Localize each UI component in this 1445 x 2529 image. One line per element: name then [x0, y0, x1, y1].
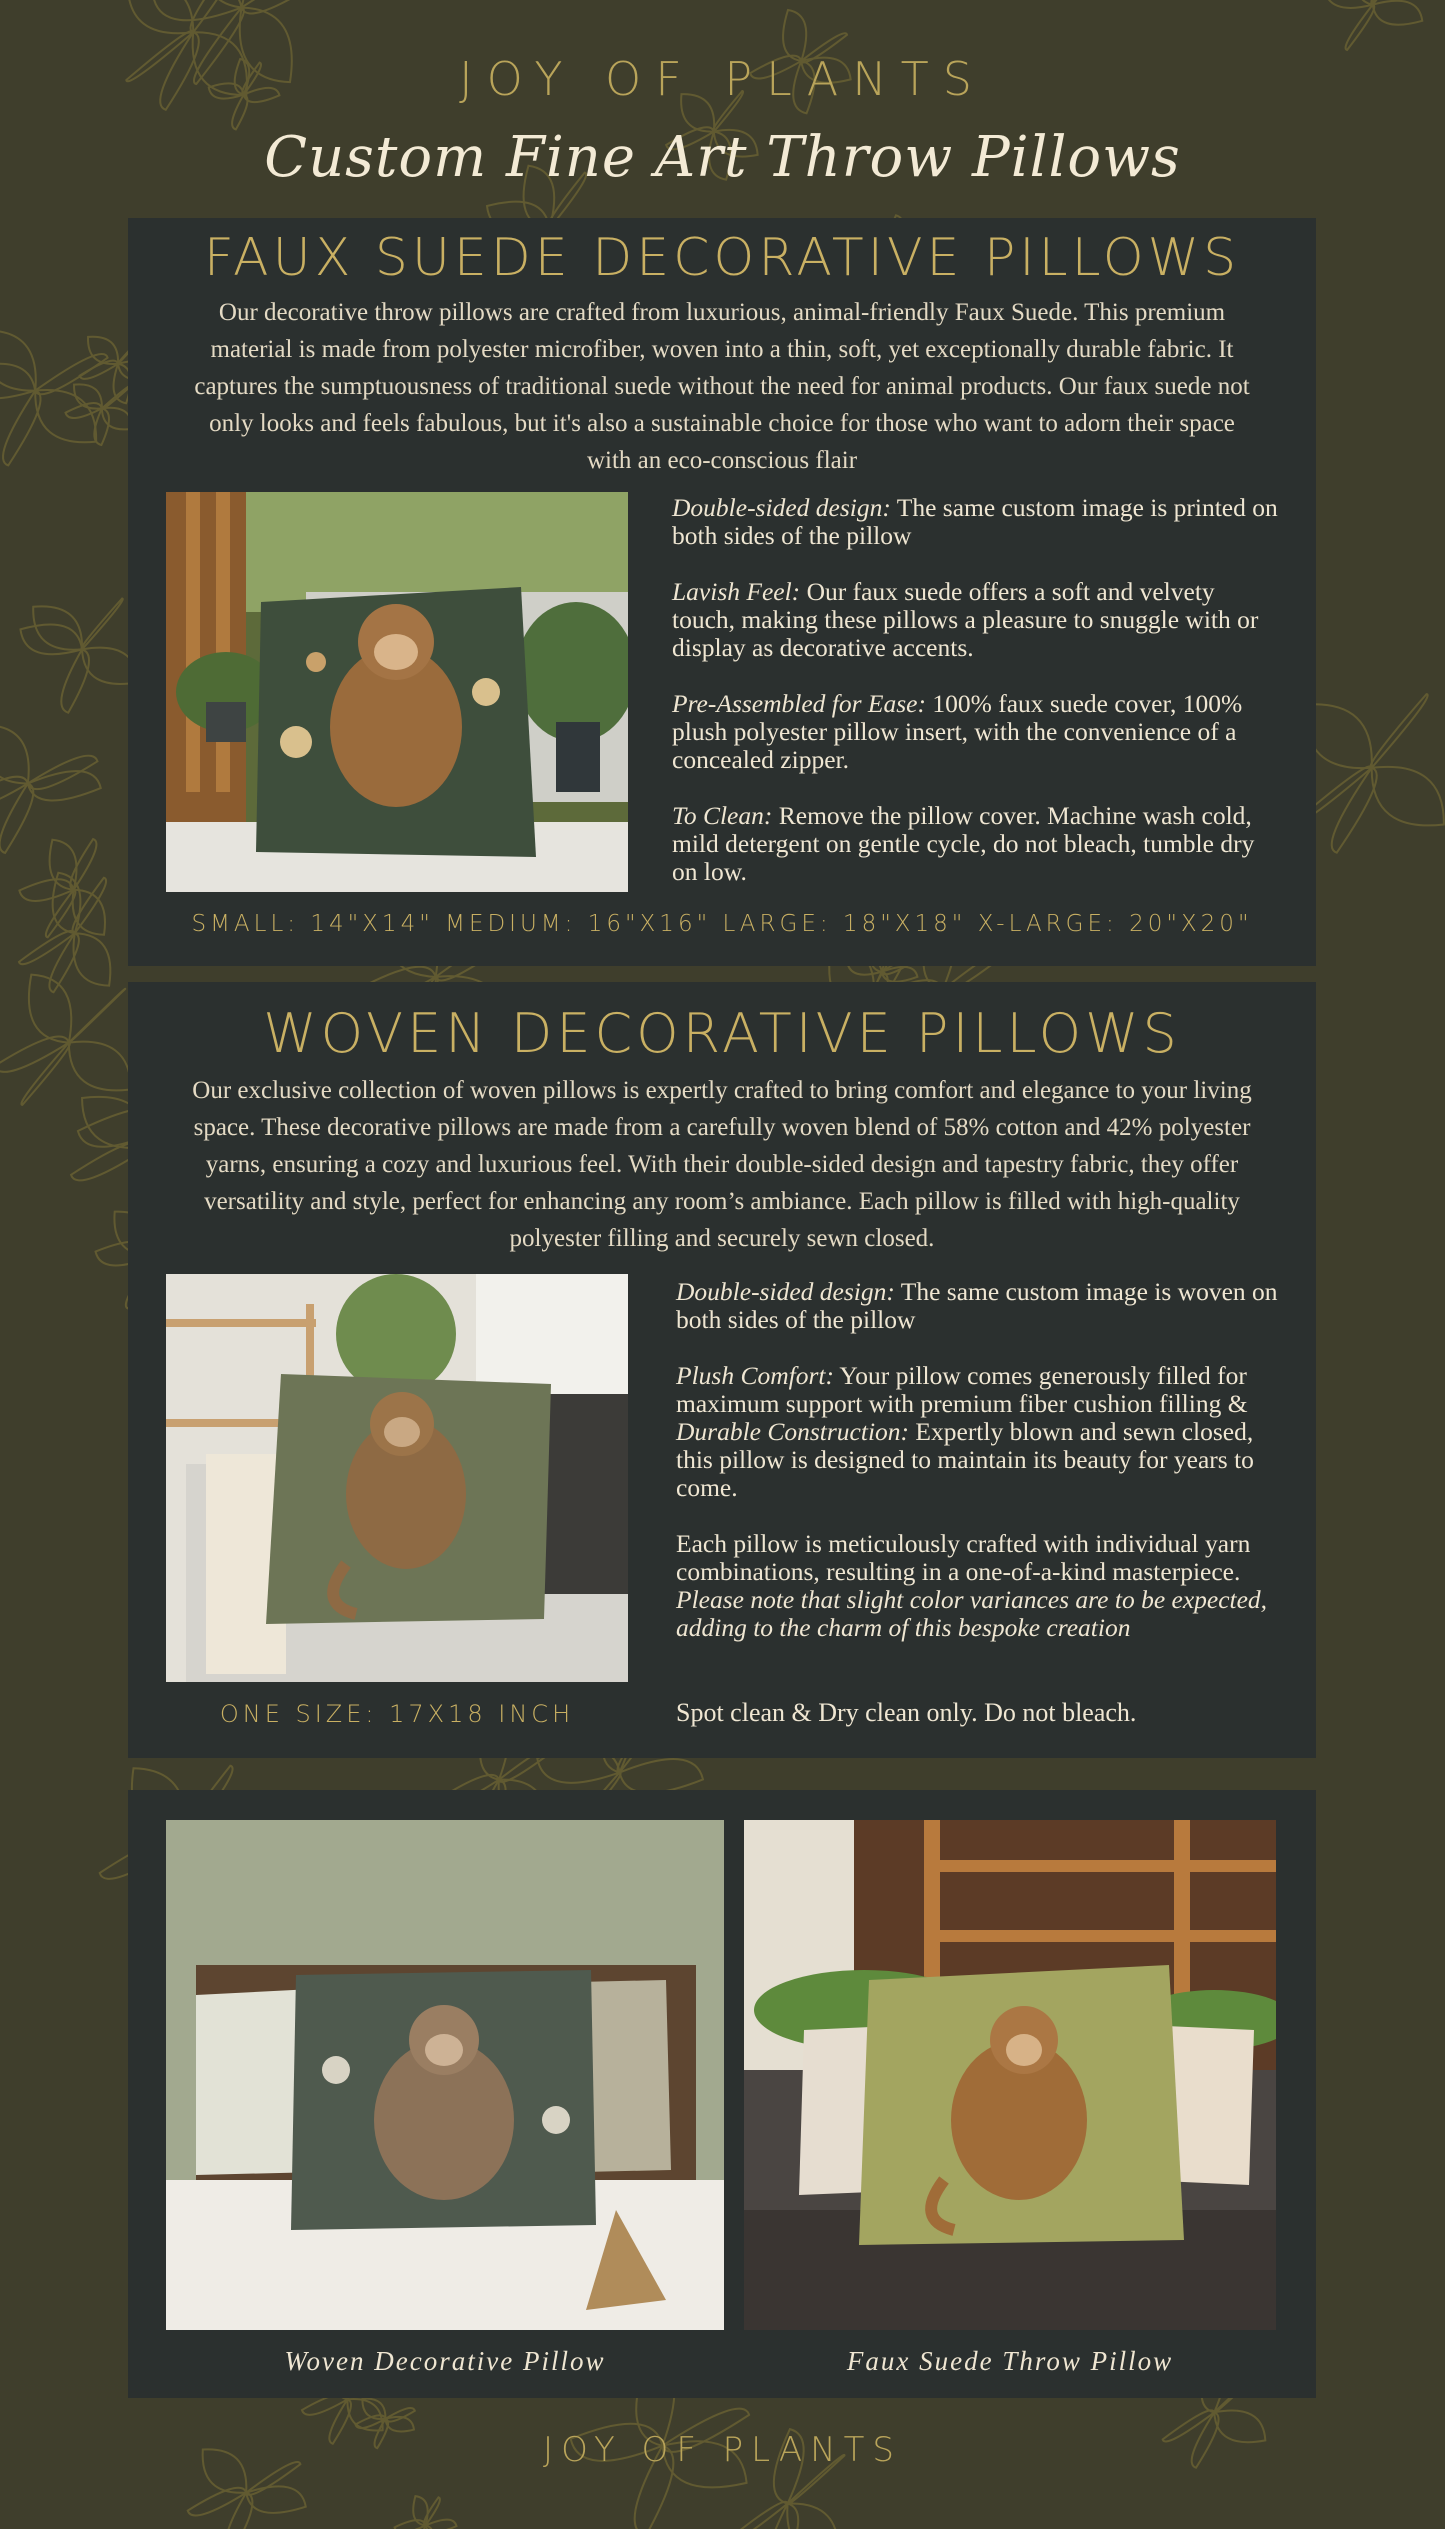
woven-panel: [128, 982, 1316, 1758]
floral-petal: [19, 879, 73, 901]
faux-suede-panel: [128, 218, 1316, 966]
faux-suede-title: FAUX SUEDE DECORATIVE PILLOWS: [203, 228, 1241, 288]
caption-woven: Woven Decorative Pillow: [284, 2346, 606, 2376]
floral-petal: [35, 390, 96, 442]
bedroom-pillow-image: [166, 1820, 724, 2330]
gallery-photo-woven: [166, 1820, 724, 2330]
floral-petal: [0, 725, 29, 783]
brand-footer: JOY OF PLANTS: [543, 2430, 902, 2470]
feature-lavish-feel: Lavish Feel: Our faux suede offers a soft and velvety touch, making these pillows a pleasure to snuggle with or display as decorative accents.: [672, 577, 1259, 662]
floral-petal: [61, 649, 89, 712]
caption-faux-suede: Faux Suede Throw Pillow: [846, 2346, 1174, 2376]
faux-suede-features: [672, 494, 1282, 914]
floral-petal: [69, 1042, 131, 1091]
floral-petal: [246, 2486, 306, 2513]
woven-title: WOVEN DECORATIVE PILLOWS: [263, 1002, 1181, 1065]
feature-double-sided: Double-sided design: The same custom image is printed on both sides of the pillow: [672, 493, 1278, 550]
gallery-panel: [128, 1790, 1316, 2398]
floral-petal: [128, 0, 194, 33]
brand-title: JOY OF PLANTS: [459, 52, 986, 106]
floral-petal: [1372, 767, 1444, 826]
woven-feature-double-sided: Double-sided design: The same custom image is woven on both sides of the pillow: [676, 1277, 1278, 1334]
floral-petal: [81, 598, 122, 649]
floral-petal: [0, 364, 35, 399]
woven-feature-crafted: Each pillow is meticulously crafted with individual yarn combinations, resulting in a one-of-a-kind masterpiece. Please note that slight color variances are to be expected, adding to the charm of this bespoke creation: [676, 1529, 1268, 1642]
floral-petal: [242, 0, 326, 13]
feature-pre-assembled: Pre-Assembled for Ease: 100% faux suede cover, 100% plush polyester pillow insert, with the convenience of a concealed zipper.: [672, 689, 1243, 774]
floral-petal: [1346, 5, 1375, 50]
floral-petal: [21, 1043, 69, 1105]
gallery-photo-faux-suede: [744, 1820, 1276, 2330]
faux-suede-photo: [166, 492, 628, 892]
tagline: Custom Fine Art Throw Pillows: [264, 125, 1181, 190]
floral-petal: [0, 330, 36, 390]
floral-petal: [0, 783, 33, 852]
woven-photo: [166, 1274, 628, 1682]
woven-features: [676, 1278, 1286, 1642]
monkey-pillow-image: [166, 492, 628, 892]
monkey-woven-pillow-image: [166, 1274, 628, 1682]
floral-petal: [69, 989, 126, 1043]
floral-petal: [1371, 694, 1428, 768]
floral-petal: [33, 606, 82, 649]
woven-intro: Our exclusive collection of woven pillows is expertly crafted to bring comfort and elegance to your living space. These decorative pillows are made from a carefully woven blend of 58% cotton and 42% polyester yarns, ensuring a cozy and luxurious feel. With their double-sided design and tapestry fabric, they offer versatility and style, perfect for enhancing any room’s ambiance. Each pillow is filled with high-quality polyester filling and securely sewn closed.: [192, 1077, 1252, 1252]
woven-care: Spot clean & Dry clean only. Do not bleach.: [676, 1698, 1137, 1727]
faux-suede-sizes: SMALL: 14"X14" MEDIUM: 16"X16" LARGE: 18"X18" X-LARGE: 20"X20": [191, 911, 1253, 937]
woven-size: ONE SIZE: 17X18 INCH: [219, 1700, 575, 1728]
feature-to-clean: To Clean: Remove the pillow cover. Machine wash cold, mild detergent on gentle cycle, do not bleach, tumble dry on low.: [672, 801, 1255, 886]
floral-petal: [1332, 768, 1377, 853]
floral-petal: [385, 2408, 414, 2422]
floral-petal: [1373, 1, 1423, 25]
floral-petal: [50, 840, 77, 890]
faux-suede-intro: Our decorative throw pillows are crafted from luxurious, animal-friendly Faux Suede. This premium material is made from polyester microfiber, woven into a thin, soft, yet exceptionally durable fabric. It captures the sumptuousness of traditional suede without the need for animal products. Our faux suede not only looks and feels fabulous, but it's also a sustainable choice for those who want to adorn their space with an eco-conscious flair: [194, 299, 1250, 474]
sofa-pillow-image: [744, 1820, 1276, 2330]
floral-petal: [74, 384, 102, 408]
floral-petal: [28, 771, 101, 800]
woven-feature-plush-comfort: Plush Comfort: Your pillow comes generously filled for maximum support with premium fiber cushion filling & Durable Construction: Expertly blown and sewn closed, this pillow is designed to maintain its beauty for years to come.: [676, 1361, 1254, 1502]
floral-petal: [620, 1759, 703, 1793]
